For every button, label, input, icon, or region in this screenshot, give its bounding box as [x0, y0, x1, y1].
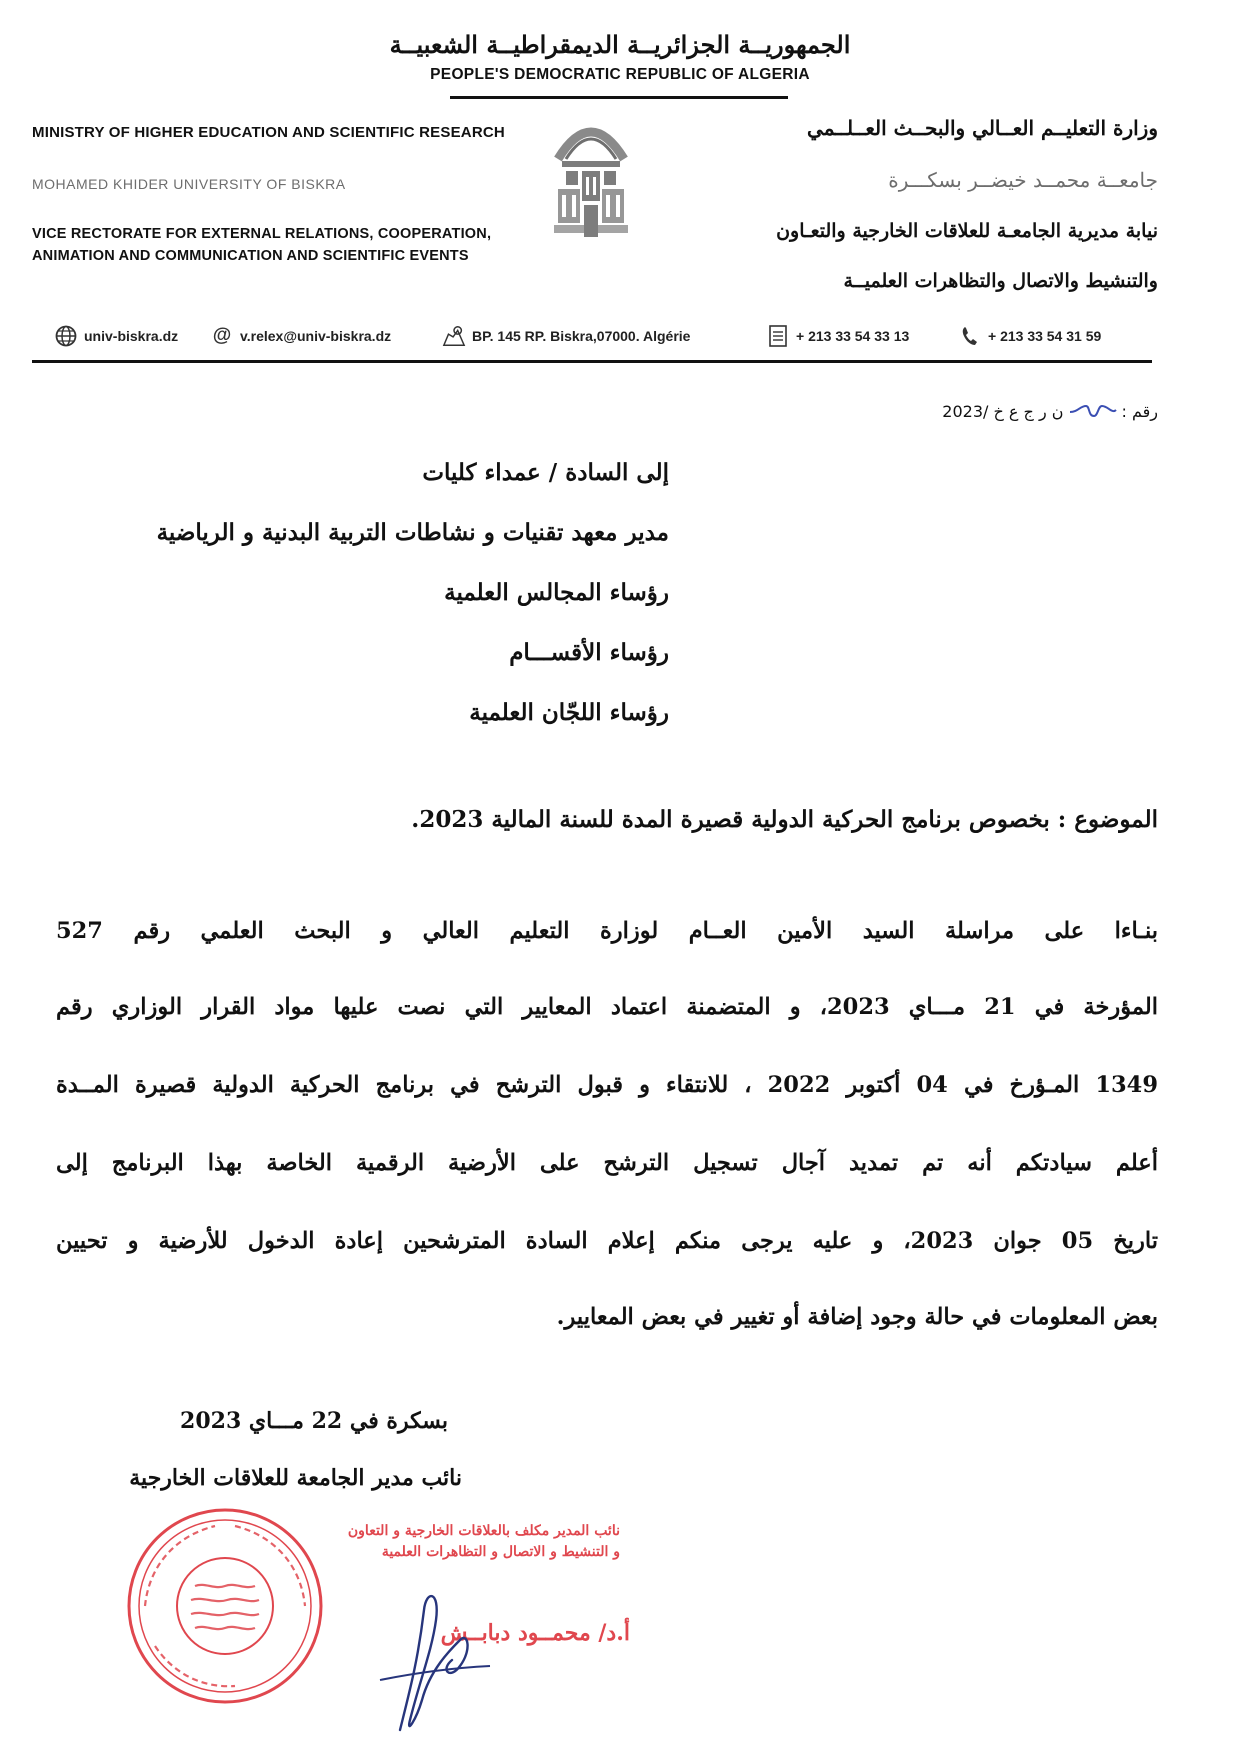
- reference-number: [942, 400, 1158, 422]
- phone-icon: [958, 324, 982, 348]
- ministry-en: MINISTRY OF HIGHER EDUCATION AND SCIENTIFIC RESEARCH: [32, 124, 505, 141]
- reference-label: رقم :: [1121, 401, 1158, 421]
- body-line: بعض المعلومات في حالة وجود إضافة أو تغيير في بعض المعايير.: [556, 1304, 1158, 1330]
- address-contact: [442, 321, 690, 351]
- title-underline: [450, 96, 788, 99]
- republic-title-en: PEOPLE'S DEMOCRATIC REPUBLIC OF ALGERIA: [430, 66, 810, 83]
- body-line: بنـاءا على مراسلة السيد الأمين العــام لوزارة التعليم العالي و البحث العلمي رقم 527: [56, 918, 1158, 944]
- vice-rectorate-en-2: ANIMATION AND COMMUNICATION AND SCIENTIFIC EVENTS: [32, 248, 469, 264]
- body-line: المؤرخة في 21 مـــاي 2023، و المتضمنة اعتماد المعايير التي نصت عليها مواد القرار الوزاري رقم: [56, 994, 1158, 1020]
- address-text: BP. 145 RP. Biskra,07000. Algérie: [472, 328, 691, 344]
- globe-icon: [54, 324, 78, 348]
- ministry-ar: وزارة التعليــم العــالي والبحــث العــلــمي: [807, 116, 1158, 140]
- university-ar: جامعــة محمــد خيضــر بسكـــرة: [888, 168, 1158, 192]
- map-icon: [442, 324, 466, 348]
- university-en: MOHAMED KHIDER UNIVERSITY OF BISKRA: [32, 176, 346, 192]
- recipient-line: مدير معهد تقنيات و نشاطات التربية البدنية و الرياضية: [156, 519, 669, 546]
- body-line: 1349 المـؤرخ في 04 أكتوبر 2022 ، للانتقاء و قبول الترشح في برنامج الحركية الدولية قصيرة المــدة: [56, 1072, 1158, 1098]
- fax-icon: [766, 324, 790, 348]
- recipient-line: إلى السادة / عمداء كليات: [422, 459, 669, 486]
- reference-code: ن ر ج ع خ /2023: [942, 401, 1064, 421]
- body-line: أعلم سيادتكم أنه تم تمديد آجال تسجيل الترشح على الأرضية الرقمية الخاصة بهذا البرنامج إلى: [56, 1150, 1158, 1176]
- fax-contact: [766, 321, 909, 351]
- vice-rectorate-en-1: VICE RECTORATE FOR EXTERNAL RELATIONS, COOPERATION,: [32, 226, 492, 242]
- recipient-line: رؤساء الأقســـام: [509, 639, 669, 666]
- email-text: v.relex@univ-biskra.dz: [240, 328, 392, 344]
- phone-text: + 213 33 54 31 59: [988, 328, 1102, 344]
- fax-text: + 213 33 54 33 13: [796, 328, 910, 344]
- recipient-line: رؤساء اللجّان العلمية: [469, 699, 669, 726]
- republic-title-ar: الجمهوريــة الجزائريــة الديمقراطيــة الشعبيــة: [389, 30, 851, 59]
- contact-row: [54, 321, 1134, 351]
- stamp-signer-name: أ.د/ محمــود دبابــش: [440, 1620, 630, 1646]
- vice-rectorate-ar-1: نيابة مديرية الجامعـة للعلاقات الخارجية والتعـاون: [776, 220, 1158, 242]
- website-text: univ-biskra.dz: [84, 328, 179, 344]
- stamp-line-1: نائب المدير مكلف بالعلاقات الخارجية و التعاون: [347, 1523, 620, 1539]
- phone-contact: [958, 321, 1101, 351]
- stamp-line-2: و التنشيط و الاتصال و التظاهرات العلمية: [381, 1544, 620, 1560]
- website-contact[interactable]: [54, 321, 178, 351]
- email-contact[interactable]: [210, 321, 391, 351]
- letter-subject: الموضوع : بخصوص برنامج الحركية الدولية قصيرة المدة للسنة المالية 2023.: [411, 806, 1158, 833]
- handwritten-number: [1068, 400, 1118, 422]
- signer-title: نائب مدير الجامعة للعلاقات الخارجية: [129, 1465, 462, 1491]
- body-line: تاريخ 05 جوان 2023، و عليه يرجى منكم إعلام السادة المترشحين إعادة الدخول للأرضية و تحيين: [56, 1228, 1158, 1254]
- header-divider: [32, 360, 1152, 363]
- university-emblem-icon: [548, 113, 634, 245]
- at-sign-icon: @: [212, 325, 232, 346]
- vice-rectorate-ar-2: والتنشيط والاتصال والتظاهرات العلميــة: [843, 270, 1158, 292]
- recipient-line: رؤساء المجالس العلمية: [444, 579, 669, 606]
- official-round-stamp: [125, 1506, 325, 1706]
- place-date: بسكرة في 22 مـــاي 2023: [180, 1408, 448, 1434]
- handwritten-signature: [340, 1570, 540, 1740]
